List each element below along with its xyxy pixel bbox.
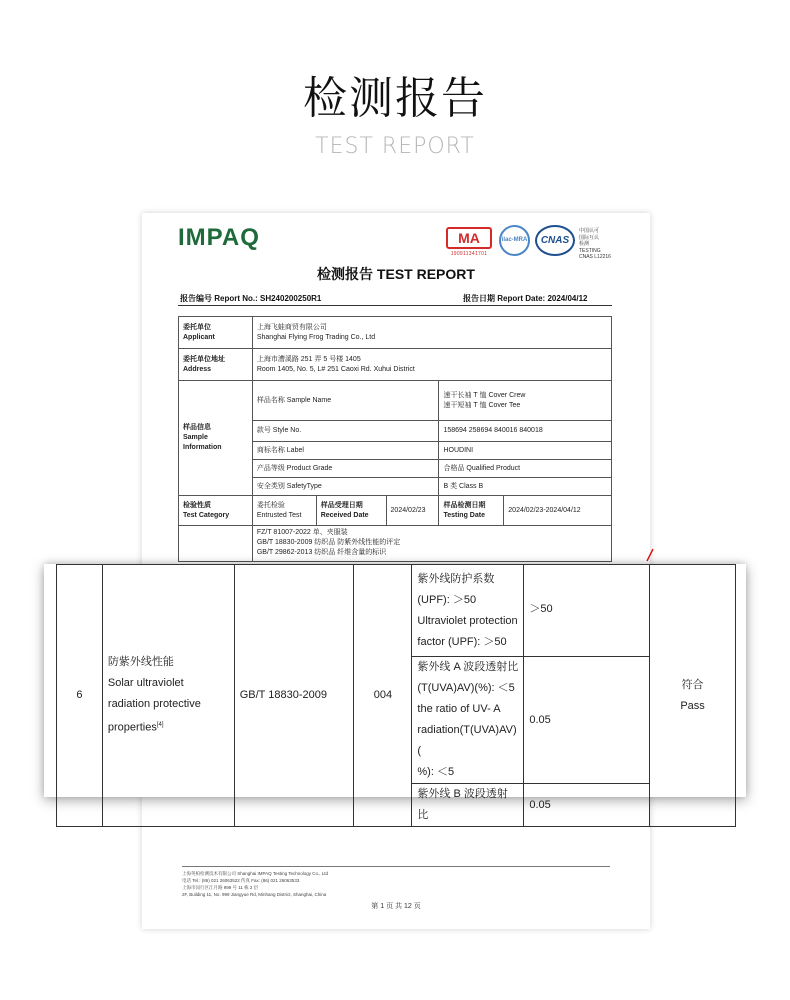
table-row bbox=[179, 526, 612, 562]
item-index: 6 bbox=[57, 565, 103, 827]
sample-info-label: 样品信息 Sample Information bbox=[179, 381, 253, 496]
cnas-badge: CNAS bbox=[535, 225, 575, 256]
requirement-uva: 紫外线 A 波段透射比 (T(UVA)AV)(%): ＜5 the ratio of UV- A radiation(T(UVA)AV)( %): ＜5 bbox=[412, 657, 524, 784]
result-uva: 0.05 bbox=[524, 657, 650, 784]
cnas-line: 国际互认 bbox=[579, 234, 600, 241]
ilac-mra-badge: ilac-MRA bbox=[499, 225, 530, 256]
testing-date-label: 样品检测日期 Testing Date bbox=[439, 496, 504, 526]
test-category-label: 检验性质 Test Category bbox=[179, 496, 253, 526]
applicant-label: 委托单位 Applicant bbox=[179, 317, 253, 349]
verdict: 符合 Pass bbox=[650, 565, 736, 827]
red-pen-mark bbox=[644, 548, 656, 562]
standards-value: FZ/T 81007-2022 单、夹服装 GB/T 18830-2009 纺织品 防紫外线性能的评定 GB/T 29862-2013 纺织品 纤维含量的标识 bbox=[252, 526, 611, 562]
hero-title: 检测报告 bbox=[303, 73, 487, 124]
requirement-upf: 紫外线防护系数 (UPF): ＞50 Ultraviolet protection factor (UPF): ＞50 bbox=[412, 565, 524, 657]
cma-badge bbox=[444, 225, 494, 263]
testing-date-value: 2024/02/23-2024/04/12 bbox=[504, 496, 612, 526]
report-date: 报告日期 Report Date: 2024/04/12 bbox=[463, 294, 588, 303]
report-info-table bbox=[178, 316, 612, 562]
sample-name-value: 速干长袖 T 恤 Cover Crew 速干短袖 T 恤 Cover Tee bbox=[439, 381, 612, 421]
style-label: 款号 Style No. bbox=[252, 421, 439, 442]
address-value: 上海市漕溪路 251 弄 5 号楼 1405 Room 1405, No. 5, L# 251 Caoxi Rd. Xuhui District bbox=[252, 349, 611, 381]
cnas-accreditation-text bbox=[579, 228, 629, 261]
cnas-line: 中国认可 bbox=[579, 228, 600, 234]
cnas-line: CNAS L12216 bbox=[579, 254, 611, 260]
test-method: GB/T 18830-2009 bbox=[234, 565, 354, 827]
result-upf: ＞50 bbox=[524, 565, 650, 657]
received-date-label: 样品受理日期 Received Date bbox=[316, 496, 386, 526]
document-title: 检测报告 TEST REPORT bbox=[317, 266, 475, 282]
applicant-value: 上海飞蛙商贸有限公司 Shanghai Flying Frog Trading Co., Ltd bbox=[252, 317, 611, 349]
table-row bbox=[179, 381, 612, 421]
safety-value: B 类 Class B bbox=[439, 478, 612, 496]
test-item: 防紫外线性能 Solar ultraviolet radiation protective properties[4] bbox=[102, 565, 234, 827]
cma-number: 190911341701 bbox=[450, 251, 488, 257]
report-number: 报告编号 Report No.: SH240200250R1 bbox=[180, 294, 322, 303]
brand-value: HOUDINI bbox=[439, 442, 612, 460]
footer-line: 上海英柏检测技术有限公司 Shanghai IMPAQ Testing Technology Co., Ltd bbox=[182, 871, 329, 876]
requirement-uvb: 紫外线 B 波段透射比 bbox=[412, 784, 524, 827]
standards-label bbox=[179, 526, 253, 562]
footer-line: 2F, Building 11, No. 999 Jiangyue Rd, Minhang District, Shanghai, China bbox=[182, 892, 327, 897]
uv-result-table bbox=[56, 564, 736, 827]
result-uvb: 0.05 bbox=[524, 784, 650, 827]
brand-label: 商标名称 Label bbox=[252, 442, 439, 460]
sample-name-label: 样品名称 Sample Name bbox=[252, 381, 439, 421]
table-row bbox=[179, 317, 612, 349]
grade-label: 产品等级 Product Grade bbox=[252, 460, 439, 478]
cma-mark: MA bbox=[446, 227, 492, 249]
cnas-line: TESTING bbox=[579, 247, 601, 254]
table-row bbox=[179, 349, 612, 381]
received-date-value: 2024/02/23 bbox=[386, 496, 439, 526]
zoomed-result-strip bbox=[44, 564, 746, 821]
safety-label: 安全类别 SafetyType bbox=[252, 478, 439, 496]
address-label: 委托单位地址 Address bbox=[179, 349, 253, 381]
footer-line: 上海市闵行区江月路 999 号 11 栋 2 层 bbox=[182, 885, 259, 890]
table-row bbox=[179, 496, 612, 526]
impaq-logo: IMPAQ bbox=[178, 224, 260, 251]
page-number: 第 1 页 共 12 页 bbox=[371, 903, 421, 910]
report-footer bbox=[182, 866, 610, 898]
footer-line: 电话 Tel.: (86) 021 26063522 传真 Fax: (86) 021 26063533 bbox=[182, 878, 300, 883]
hero-subtitle: TEST REPORT bbox=[315, 134, 475, 159]
table-row bbox=[57, 565, 736, 657]
test-category-value: 委托检验 Entrusted Test bbox=[252, 496, 316, 526]
sample-number: 004 bbox=[354, 565, 412, 827]
cnas-line: 检测 bbox=[579, 241, 590, 247]
style-value: 158694 258694 840016 840018 bbox=[439, 421, 612, 442]
grade-value: 合格品 Qualified Product bbox=[439, 460, 612, 478]
header-divider bbox=[178, 305, 612, 306]
